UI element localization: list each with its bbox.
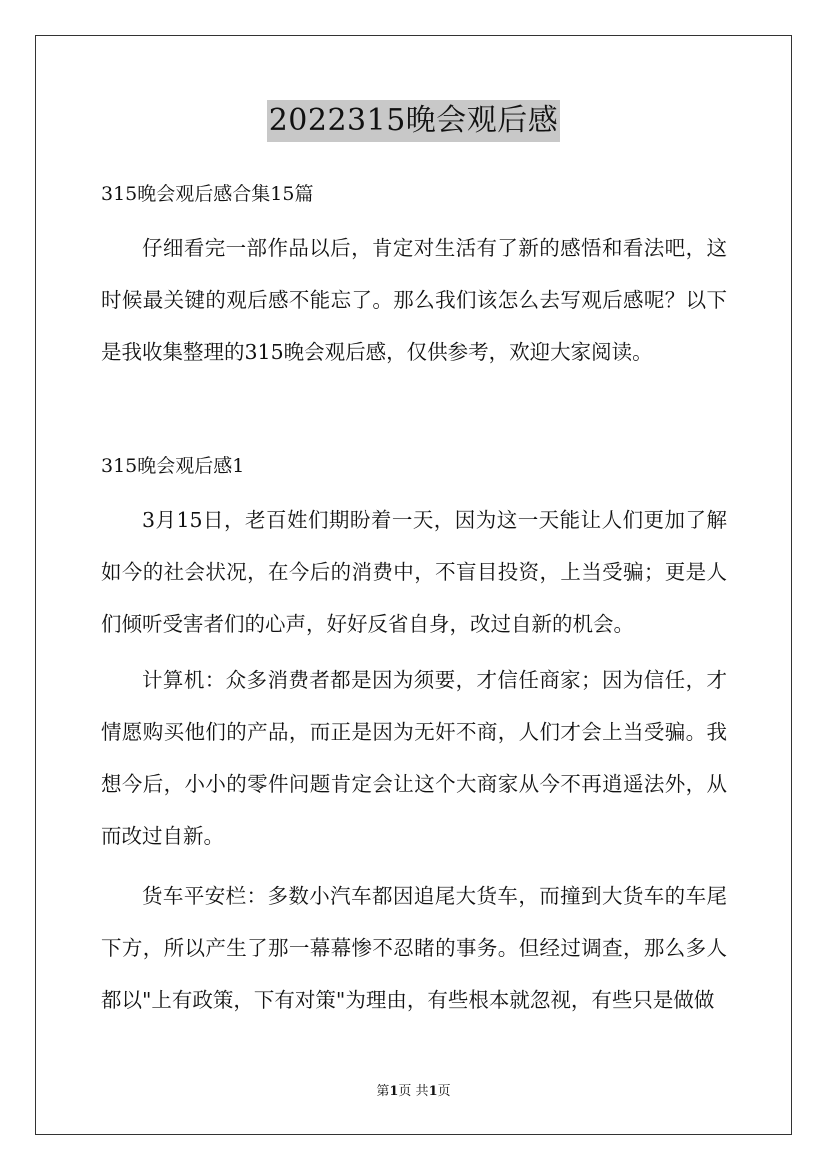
footer-page-total: 1 bbox=[428, 1084, 438, 1099]
document-subtitle: 315晚会观后感合集15篇 bbox=[101, 183, 314, 205]
footer-page-prefix: 第 bbox=[376, 1084, 390, 1099]
intro-paragraph: 仔细看完一部作品以后，肯定对生活有了新的感悟和看法吧，这时候最关键的观后感不能忘了。那么我们该怎么去写观后感呢？以下是我收集整理的315晚会观后感，仅供参考，欢迎大家阅读。 bbox=[101, 236, 727, 364]
page-footer bbox=[0, 1082, 827, 1102]
footer-page-current: 1 bbox=[389, 1084, 399, 1099]
footer-page-mid: 页 共 bbox=[398, 1084, 429, 1099]
title-container bbox=[0, 100, 827, 142]
footer-page-suffix: 页 bbox=[437, 1084, 451, 1099]
body-paragraph-2: 计算机：众多消费者都是因为须要，才信任商家；因为信任，才情愿购买他们的产品，而正是因为无奸不商，人们才会上当受骗。我想今后，小小的零件问题肯定会让这个大商家从今不再逍遥法外，从而改过自新。 bbox=[101, 668, 727, 848]
body-paragraph-3: 货车平安栏：多数小汽车都因追尾大货车，而撞到大货车的车尾下方，所以产生了那一幕幕惨不忍睹的事务。但经过调查，那么多人都以"上有政策，下有对策"为理由，有些根本就忽视，有些只是做做 bbox=[101, 884, 727, 1012]
body-paragraph-1: 3月15日，老百姓们期盼着一天，因为这一天能让人们更加了解如今的社会状况，在今后的消费中，不盲目投资，上当受骗；更是人们倾听受害者们的心声，好好反省自身，改过自新的机会。 bbox=[101, 508, 727, 636]
section-heading: 315晚会观后感1 bbox=[101, 455, 245, 477]
document-title: 2022315晚会观后感 bbox=[267, 100, 561, 142]
